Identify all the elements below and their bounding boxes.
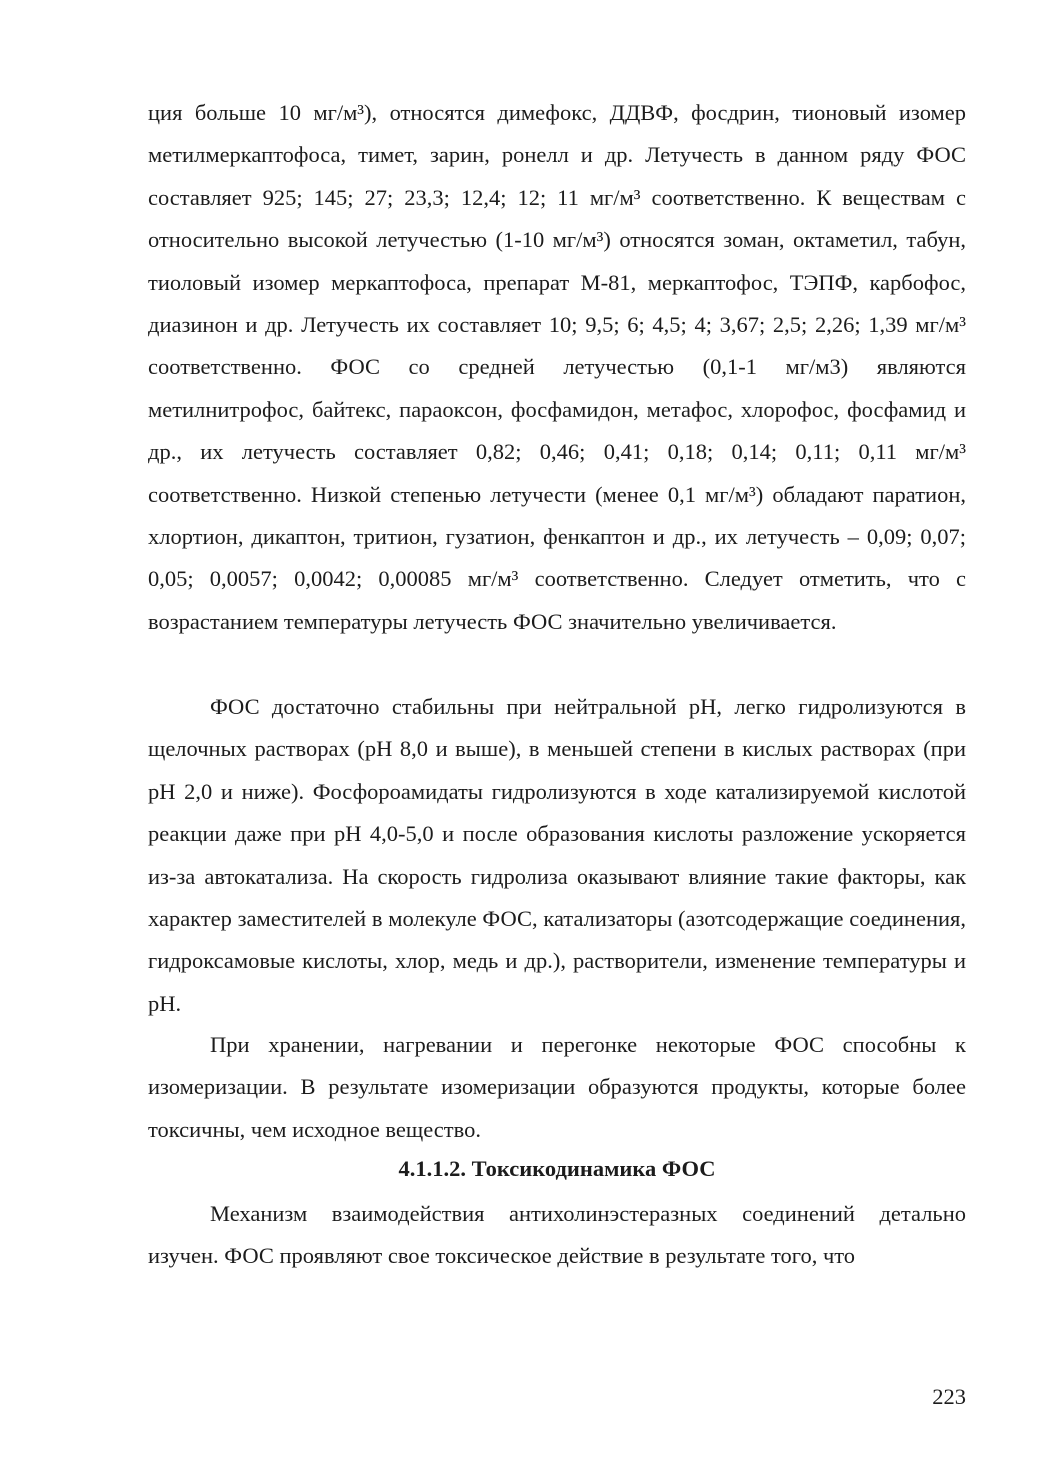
- paragraph-volatility: ция больше 10 мг/м³), относятся димефокс, ДДВФ, фосдрин, тионовый изомер метилмеркаптофоса, тимет, зарин, ронелл и др. Летучесть в данном ряду ФОС составляет 925; 145; 27; 23,3; 12,4; 12; 11 мг/м³ соответственно. К веществам с относительно высокой летучестью (1-10 мг/м³) относятся зоман, октаметил, табун, тиоловый изомер меркаптофоса, препарат М-81, меркаптофос, ТЭПФ, карбофос, диазинон и др. Летучесть их составляет 10; 9,5; 6; 4,5; 4; 3,67; 2,5; 2,26; 1,39 мг/м³ соответственно. ФОС со средней летучестью (0,1-1 мг/м3) являются метилнитрофос, байтекс, параоксон, фосфамидон, метафос, хлорофос, фосфамид и др., их летучесть составляет 0,82; 0,46; 0,41; 0,18; 0,14; 0,11; 0,11 мг/м³ соответственно. Низкой степенью летучести (менее 0,1 мг/м³) обладают паратион, хлортион, дикаптон, тритион, гузатион, фенкаптон и др., их летучесть – 0,09; 0,07; 0,05; 0,0057; 0,0042; 0,00085 мг/м³ соответственно. Следует отметить, что с возрастанием температуры летучесть ФОС значительно увеличивается.: [148, 100, 966, 634]
- page-number: 223: [932, 1384, 966, 1409]
- section-heading: 4.1.1.2. Токсикодинамика ФОС: [398, 1156, 716, 1181]
- paragraph-hydrolysis: ФОС достаточно стабильны при нейтральной pH, легко гидролизуются в щелочных растворах (pH 8,0 и выше), в меньшей степени в кислых растворах (при pH 2,0 и ниже). Фосфороамидаты гидролизуются в ходе катализируемой кислотой реакции даже при pH 4,0-5,0 и после образования кислоты разложение ускоряется из-за автокатализа. На скорость гидролиза оказывают влияние такие факторы, как характер заместителей в молекуле ФОС, катализаторы (азотсодержащие соединения, гидроксамовые кислоты, хлор, медь и др.), растворители, изменение температуры и pH.: [148, 694, 966, 1016]
- paragraph-block-4: [148, 1193, 966, 1278]
- paragraph-block-2: [148, 686, 966, 1025]
- paragraph-block-1: [148, 92, 966, 643]
- paragraph-isomerization: При хранении, нагревании и перегонке некоторые ФОС способны к изомеризации. В результате изомеризации образуются продукты, которые более токсичны, чем исходное вещество.: [148, 1032, 966, 1142]
- paragraph-block-3: [148, 1024, 966, 1151]
- paragraph-mechanism: Механизм взаимодействия антихолинэстеразных соединений детально изучен. ФОС проявляют свое токсическое действие в результате того, что: [148, 1201, 966, 1269]
